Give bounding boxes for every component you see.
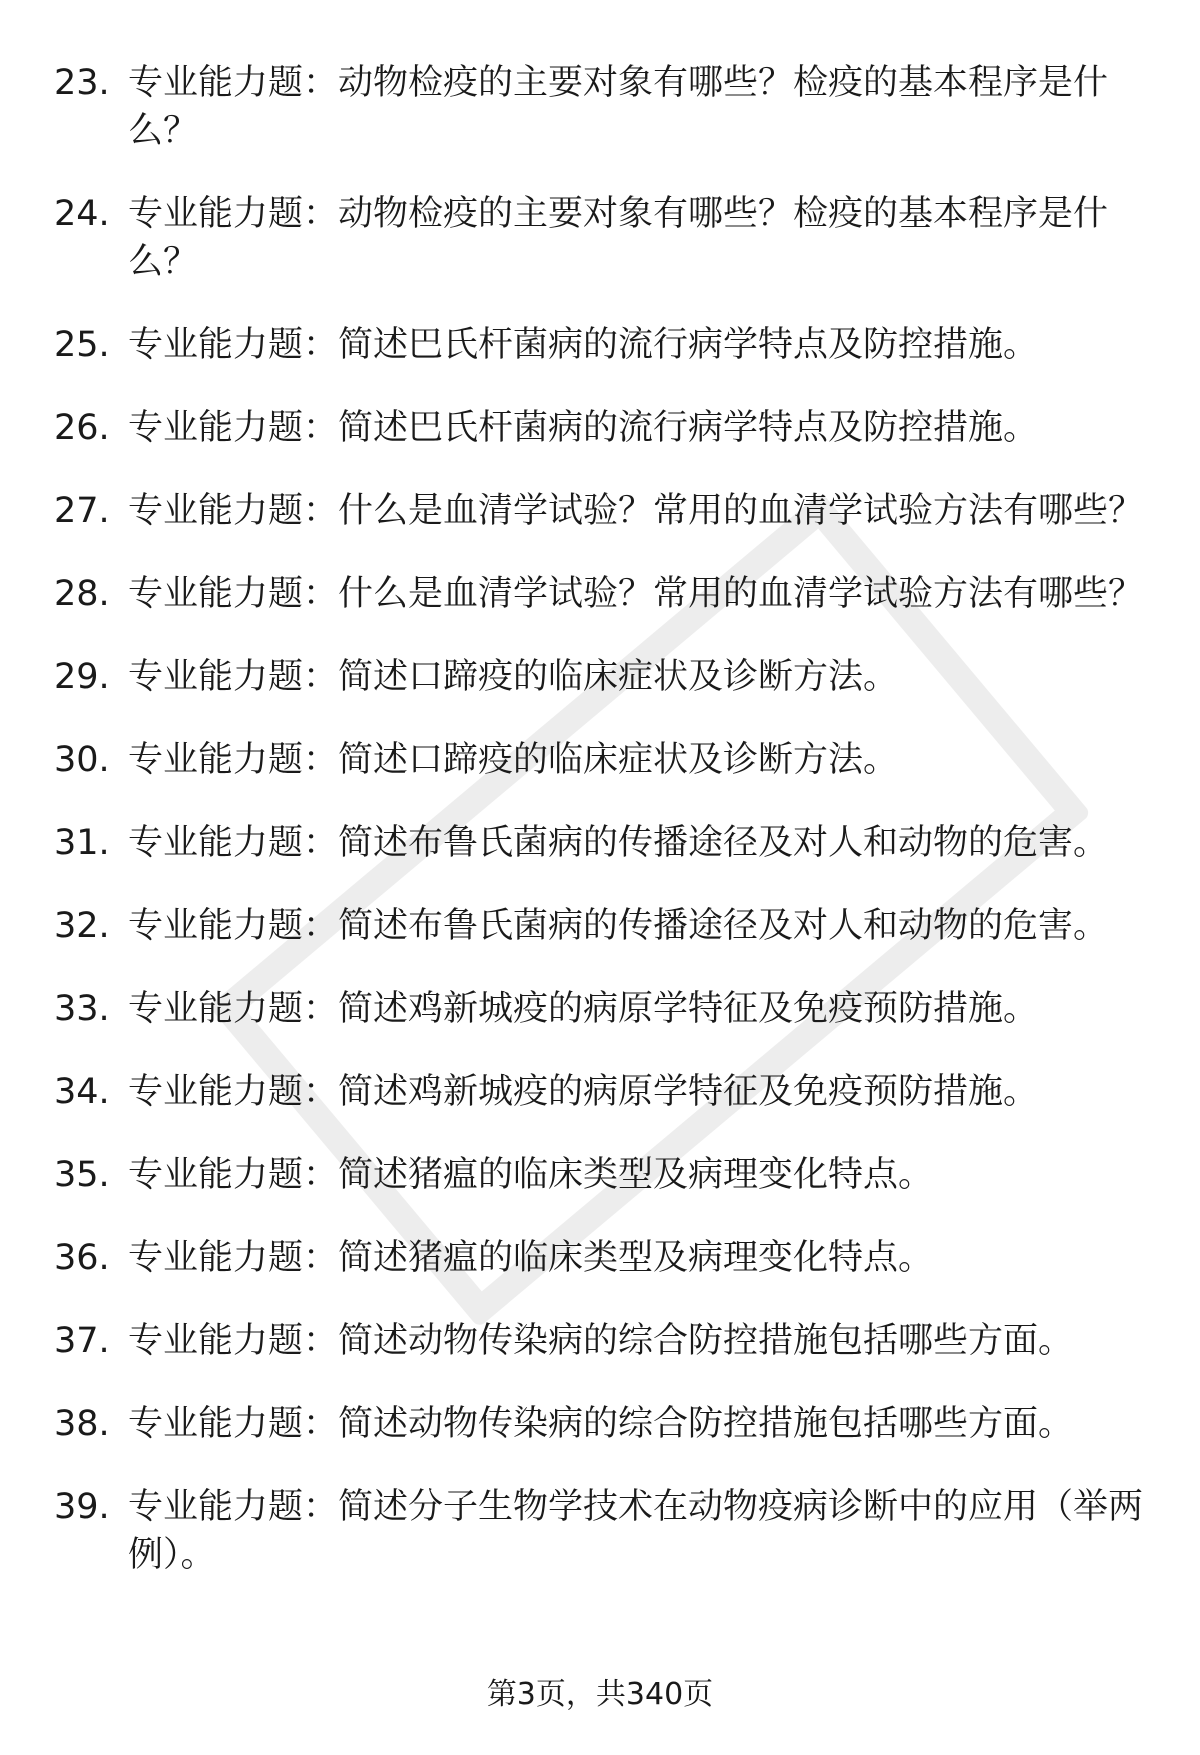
question-number: 23. [54, 63, 110, 103]
question-number: 27. [54, 491, 110, 531]
question-text: 专业能力题：简述猪瘟的临床类型及病理变化特点。 [128, 1155, 934, 1195]
question-text: 专业能力题：简述口蹄疫的临床症状及诊断方法。 [128, 740, 899, 780]
question-number: 34. [54, 1072, 110, 1112]
question-text: 专业能力题：动物检疫的主要对象有哪些？检疫的基本程序是什么？ [128, 63, 1109, 151]
question-number: 28. [54, 574, 110, 614]
question-text: 专业能力题：简述动物传染病的综合防控措施包括哪些方面。 [128, 1321, 1074, 1361]
question-text: 专业能力题：什么是血清学试验？常用的血清学试验方法有哪些？ [128, 491, 1144, 531]
question-item [0, 819, 1200, 867]
question-number: 33. [54, 989, 110, 1029]
question-number: 38. [54, 1404, 110, 1444]
question-item [0, 404, 1200, 452]
question-item [0, 190, 1200, 286]
question-number: 25. [54, 325, 110, 365]
question-item [0, 1068, 1200, 1116]
question-item [0, 653, 1200, 701]
question-item [0, 570, 1200, 618]
question-text: 专业能力题：简述巴氏杆菌病的流行病学特点及防控措施。 [128, 408, 1039, 448]
question-text: 专业能力题：简述鸡新城疫的病原学特征及免疫预防措施。 [128, 1072, 1039, 1112]
page-footer: 第3页，共340页 [486, 1677, 714, 1712]
question-number: 35. [54, 1155, 110, 1195]
question-item [0, 736, 1200, 784]
question-item [0, 59, 1200, 155]
question-number: 30. [54, 740, 110, 780]
question-item [0, 902, 1200, 950]
question-item [0, 1234, 1200, 1282]
question-text: 专业能力题：简述布鲁氏菌病的传播途径及对人和动物的危害。 [128, 823, 1109, 863]
question-number: 31. [54, 823, 110, 863]
question-number: 32. [54, 906, 110, 946]
question-number: 26. [54, 408, 110, 448]
question-item [0, 321, 1200, 369]
question-text: 专业能力题：简述分子生物学技术在动物疫病诊断中的应用（举两例）。 [128, 1487, 1144, 1575]
question-text: 专业能力题：动物检疫的主要对象有哪些？检疫的基本程序是什么？ [128, 194, 1109, 282]
question-number: 37. [54, 1321, 110, 1361]
question-item [0, 985, 1200, 1033]
question-number: 39. [54, 1487, 110, 1527]
question-text: 专业能力题：简述鸡新城疫的病原学特征及免疫预防措施。 [128, 989, 1039, 1029]
question-text: 专业能力题：简述布鲁氏菌病的传播途径及对人和动物的危害。 [128, 906, 1109, 946]
question-item [0, 1400, 1200, 1448]
question-list [0, 59, 1200, 1614]
question-item [0, 487, 1200, 535]
question-text: 专业能力题：简述猪瘟的临床类型及病理变化特点。 [128, 1238, 934, 1278]
question-number: 29. [54, 657, 110, 697]
question-item [0, 1483, 1200, 1579]
question-item [0, 1317, 1200, 1365]
question-number: 36. [54, 1238, 110, 1278]
question-text: 专业能力题：简述巴氏杆菌病的流行病学特点及防控措施。 [128, 325, 1039, 365]
question-item [0, 1151, 1200, 1199]
question-text: 专业能力题：什么是血清学试验？常用的血清学试验方法有哪些？ [128, 574, 1144, 614]
question-text: 专业能力题：简述动物传染病的综合防控措施包括哪些方面。 [128, 1404, 1074, 1444]
question-text: 专业能力题：简述口蹄疫的临床症状及诊断方法。 [128, 657, 899, 697]
question-number: 24. [54, 194, 110, 234]
